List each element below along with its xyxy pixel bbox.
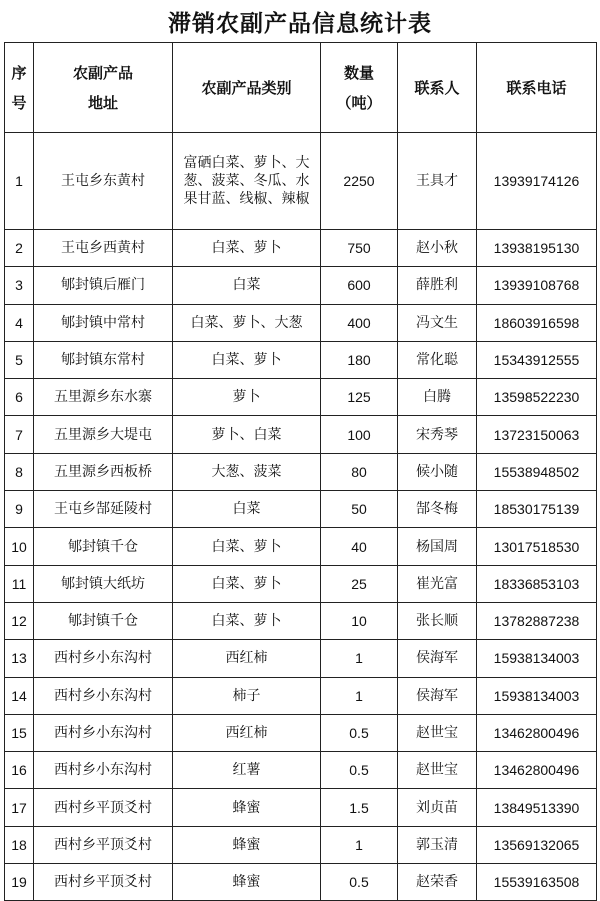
cell-contact: 赵小秋 (398, 230, 477, 267)
cell-quantity: 750 (321, 230, 398, 267)
cell-contact: 侯海军 (398, 640, 477, 677)
table-row (5, 789, 597, 826)
cell-category: 白菜、萝卜 (173, 230, 321, 267)
table-row (5, 491, 597, 528)
cell-index: 9 (5, 491, 34, 528)
cell-quantity: 40 (321, 528, 398, 565)
cell-contact: 郭玉清 (398, 826, 477, 863)
cell-contact: 杨国周 (398, 528, 477, 565)
cell-address: 西村乡小东沟村 (34, 640, 173, 677)
cell-index: 18 (5, 826, 34, 863)
table-row (5, 528, 597, 565)
header-phone: 联系电话 (477, 43, 597, 133)
cell-category: 西红柿 (173, 714, 321, 751)
cell-category: 红薯 (173, 752, 321, 789)
table-row (5, 133, 597, 230)
cell-quantity: 400 (321, 304, 398, 341)
cell-category: 白菜 (173, 491, 321, 528)
cell-index: 8 (5, 453, 34, 490)
cell-contact: 赵世宝 (398, 752, 477, 789)
cell-category: 萝卜、白菜 (173, 416, 321, 453)
cell-address: 郇封镇后雁门 (34, 267, 173, 304)
cell-phone: 18603916598 (477, 304, 597, 341)
header-row (5, 43, 597, 133)
cell-phone: 18336853103 (477, 565, 597, 602)
cell-contact: 白腾 (398, 379, 477, 416)
cell-address: 五里源乡西板桥 (34, 453, 173, 490)
cell-quantity: 0.5 (321, 752, 398, 789)
header-category: 农副产品类别 (173, 43, 321, 133)
table-row (5, 304, 597, 341)
header-address: 农副产品 地址 (34, 43, 173, 133)
cell-quantity: 1 (321, 826, 398, 863)
cell-address: 西村乡小东沟村 (34, 714, 173, 751)
cell-address: 西村乡小东沟村 (34, 752, 173, 789)
cell-contact: 侯海军 (398, 677, 477, 714)
cell-address: 郇封镇千仓 (34, 528, 173, 565)
cell-index: 19 (5, 864, 34, 901)
header-index: 序 号 (5, 43, 34, 133)
cell-phone: 15938134003 (477, 640, 597, 677)
cell-contact: 常化聪 (398, 341, 477, 378)
cell-quantity: 50 (321, 491, 398, 528)
table-row (5, 453, 597, 490)
cell-contact: 宋秀琴 (398, 416, 477, 453)
cell-address: 郇封镇千仓 (34, 602, 173, 639)
cell-phone: 13462800496 (477, 752, 597, 789)
cell-phone: 15938134003 (477, 677, 597, 714)
cell-quantity: 80 (321, 453, 398, 490)
cell-category: 白菜、萝卜、大葱 (173, 304, 321, 341)
cell-quantity: 1 (321, 640, 398, 677)
cell-address: 郇封镇东常村 (34, 341, 173, 378)
cell-category: 蜂蜜 (173, 864, 321, 901)
cell-address: 王屯乡西黄村 (34, 230, 173, 267)
cell-address: 五里源乡大堤屯 (34, 416, 173, 453)
cell-address: 西村乡小东沟村 (34, 677, 173, 714)
cell-quantity: 100 (321, 416, 398, 453)
cell-category: 白菜、萝卜 (173, 565, 321, 602)
product-table (4, 42, 597, 901)
table-row (5, 341, 597, 378)
cell-address: 五里源乡东水寨 (34, 379, 173, 416)
cell-phone: 15539163508 (477, 864, 597, 901)
cell-contact: 王具才 (398, 133, 477, 230)
table-row (5, 864, 597, 901)
cell-index: 13 (5, 640, 34, 677)
cell-index: 15 (5, 714, 34, 751)
cell-contact: 崔光富 (398, 565, 477, 602)
cell-address: 郇封镇大纸坊 (34, 565, 173, 602)
cell-phone: 13782887238 (477, 602, 597, 639)
cell-category: 白菜、萝卜 (173, 528, 321, 565)
cell-address: 郇封镇中常村 (34, 304, 173, 341)
cell-category: 蜂蜜 (173, 826, 321, 863)
cell-address: 王屯乡郜延陵村 (34, 491, 173, 528)
cell-index: 3 (5, 267, 34, 304)
table-row (5, 267, 597, 304)
cell-index: 6 (5, 379, 34, 416)
table-row (5, 714, 597, 751)
cell-index: 14 (5, 677, 34, 714)
cell-contact: 张长顺 (398, 602, 477, 639)
cell-quantity: 25 (321, 565, 398, 602)
table-row (5, 677, 597, 714)
cell-index: 10 (5, 528, 34, 565)
cell-index: 1 (5, 133, 34, 230)
cell-phone: 13939174126 (477, 133, 597, 230)
cell-contact: 候小随 (398, 453, 477, 490)
cell-category: 柿子 (173, 677, 321, 714)
cell-phone: 13939108768 (477, 267, 597, 304)
cell-contact: 郜冬梅 (398, 491, 477, 528)
cell-phone: 13598522230 (477, 379, 597, 416)
cell-category: 富硒白菜、萝卜、大葱、菠菜、冬瓜、水果甘蓝、线椒、辣椒 (173, 133, 321, 230)
cell-category: 西红柿 (173, 640, 321, 677)
cell-phone: 13017518530 (477, 528, 597, 565)
cell-phone: 15343912555 (477, 341, 597, 378)
header-contact: 联系人 (398, 43, 477, 133)
cell-quantity: 125 (321, 379, 398, 416)
cell-index: 17 (5, 789, 34, 826)
cell-phone: 13462800496 (477, 714, 597, 751)
cell-index: 2 (5, 230, 34, 267)
cell-quantity: 2250 (321, 133, 398, 230)
cell-contact: 冯文生 (398, 304, 477, 341)
cell-category: 大葱、菠菜 (173, 453, 321, 490)
cell-phone: 18530175139 (477, 491, 597, 528)
table-row (5, 416, 597, 453)
cell-index: 12 (5, 602, 34, 639)
cell-phone: 13938195130 (477, 230, 597, 267)
cell-quantity: 1.5 (321, 789, 398, 826)
cell-category: 萝卜 (173, 379, 321, 416)
table-row (5, 826, 597, 863)
cell-index: 5 (5, 341, 34, 378)
cell-index: 11 (5, 565, 34, 602)
cell-quantity: 0.5 (321, 864, 398, 901)
table-row (5, 640, 597, 677)
cell-category: 蜂蜜 (173, 789, 321, 826)
cell-phone: 13723150063 (477, 416, 597, 453)
cell-contact: 赵世宝 (398, 714, 477, 751)
header-quantity: 数量 （吨） (321, 43, 398, 133)
page-title: 滞销农副产品信息统计表 (168, 9, 432, 37)
cell-phone: 13849513390 (477, 789, 597, 826)
table-row (5, 752, 597, 789)
table-body (5, 133, 597, 901)
table-row (5, 230, 597, 267)
cell-address: 西村乡平顶爻村 (34, 864, 173, 901)
cell-quantity: 10 (321, 602, 398, 639)
cell-category: 白菜 (173, 267, 321, 304)
cell-contact: 刘贞苗 (398, 789, 477, 826)
cell-index: 7 (5, 416, 34, 453)
cell-phone: 13569132065 (477, 826, 597, 863)
cell-contact: 赵荣香 (398, 864, 477, 901)
table-row (5, 379, 597, 416)
cell-category: 白菜、萝卜 (173, 602, 321, 639)
cell-category: 白菜、萝卜 (173, 341, 321, 378)
cell-quantity: 180 (321, 341, 398, 378)
cell-contact: 薛胜利 (398, 267, 477, 304)
cell-quantity: 1 (321, 677, 398, 714)
cell-address: 西村乡平顶爻村 (34, 789, 173, 826)
cell-address: 王屯乡东黄村 (34, 133, 173, 230)
table-row (5, 565, 597, 602)
table-row (5, 602, 597, 639)
cell-address: 西村乡平顶爻村 (34, 826, 173, 863)
cell-phone: 15538948502 (477, 453, 597, 490)
cell-index: 4 (5, 304, 34, 341)
cell-quantity: 600 (321, 267, 398, 304)
cell-index: 16 (5, 752, 34, 789)
cell-quantity: 0.5 (321, 714, 398, 751)
